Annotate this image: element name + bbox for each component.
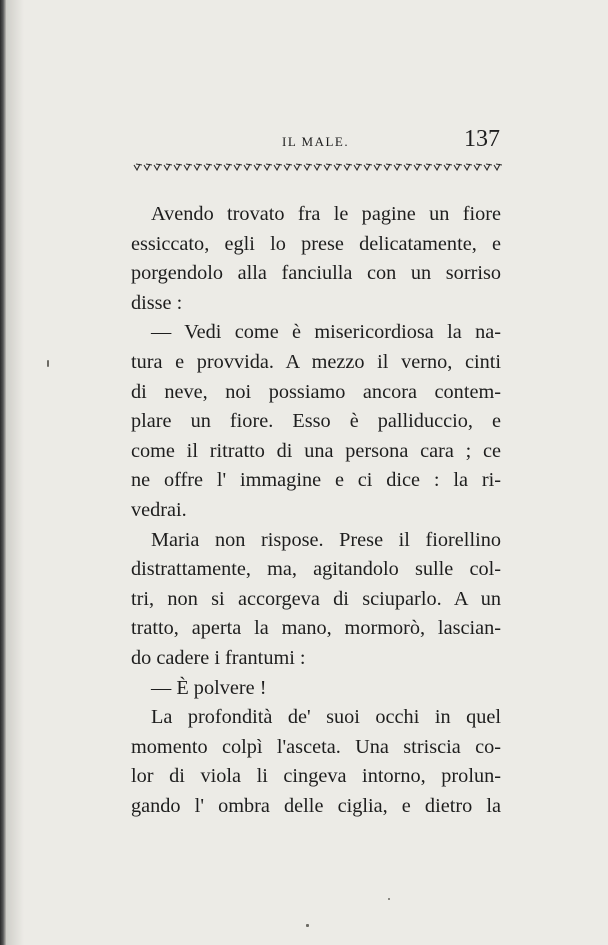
text-line: — È polvere !	[151, 676, 267, 699]
ornament-mark	[424, 164, 432, 170]
ornament-mark	[164, 164, 172, 170]
page-header	[132, 126, 502, 156]
ornament-mark	[134, 164, 142, 170]
text-line: — Vedi come è misericordiosa la na-	[151, 321, 501, 344]
text-line: ne offre l' immagine e ci dice : la ri-	[131, 469, 501, 492]
ornament-mark	[494, 164, 502, 170]
ornament-mark	[194, 164, 202, 170]
ornament-mark	[214, 164, 222, 170]
text-line: tratto, aperta la mano, mormorò, lascian-	[131, 617, 501, 640]
ornament-mark	[464, 164, 472, 170]
ornament-mark	[144, 164, 152, 170]
ornament-mark	[314, 164, 322, 170]
paper-speck	[388, 898, 390, 900]
body-text	[131, 200, 501, 821]
ornament-mark	[254, 164, 262, 170]
text-line: do cadere i frantumi :	[131, 646, 306, 669]
ornament-mark	[414, 164, 422, 170]
text-line: momento colpì l'asceta. Una striscia co-	[131, 735, 501, 758]
ornament-mark	[484, 164, 492, 170]
ornament-mark	[384, 164, 392, 170]
text-line: lor di viola li cingeva intorno, prolun-	[131, 765, 501, 788]
ornament-mark	[434, 164, 442, 170]
text-line: di neve, noi possiamo ancora contem-	[131, 380, 501, 403]
text-line: La profondità de' suoi occhi in quel	[151, 706, 501, 729]
ornament-mark	[444, 164, 452, 170]
page-number: 137	[464, 126, 500, 152]
ornament-mark	[324, 164, 332, 170]
ornament-mark	[234, 164, 242, 170]
ornament-mark	[454, 164, 462, 170]
ornament-mark	[354, 164, 362, 170]
text-line: Maria non rispose. Prese il fiorellino	[151, 528, 501, 551]
ornament-mark	[244, 164, 252, 170]
ornament-mark	[394, 164, 402, 170]
text-line: plare un fiore. Esso è palliduccio, e	[131, 410, 501, 433]
text-line: essiccato, egli lo prese delicatamente, e	[131, 232, 501, 255]
ornament-mark	[274, 164, 282, 170]
text-line: porgendolo alla fanciulla con un sorriso	[131, 262, 501, 285]
text-line: come il ritratto di una persona cara ; ce	[131, 439, 501, 462]
text-line: tri, non si accorgeva di sciuparlo. A un	[131, 587, 501, 610]
ornament-mark	[344, 164, 352, 170]
text-line: vedrai.	[131, 498, 187, 521]
ornament-mark	[184, 164, 192, 170]
decorative-rule	[132, 160, 502, 174]
ornament-mark	[374, 164, 382, 170]
ornament-mark	[224, 164, 232, 170]
ornament-mark	[174, 164, 182, 170]
ornament-mark	[264, 164, 272, 170]
ornament-mark	[304, 164, 312, 170]
paper-speck	[47, 360, 49, 367]
gutter-shadow	[6, 0, 24, 945]
ornament-mark	[474, 164, 482, 170]
ornament-mark	[404, 164, 412, 170]
text-line: gando l' ombra delle ciglia, e dietro la	[131, 794, 501, 817]
ornament-mark	[294, 164, 302, 170]
text-line: disse :	[131, 291, 183, 314]
ornament-mark	[364, 164, 372, 170]
ornament-mark	[204, 164, 212, 170]
ornament-mark	[334, 164, 342, 170]
running-title: IL MALE.	[282, 134, 350, 149]
ornament-mark	[154, 164, 162, 170]
paper-speck	[306, 924, 309, 927]
text-line: tura e provvida. A mezzo il verno, cinti	[131, 350, 501, 373]
text-line: distrattamente, ma, agitandolo sulle col-	[131, 558, 501, 581]
text-line: Avendo trovato fra le pagine un fiore	[151, 203, 501, 225]
ornament-mark	[284, 164, 292, 170]
